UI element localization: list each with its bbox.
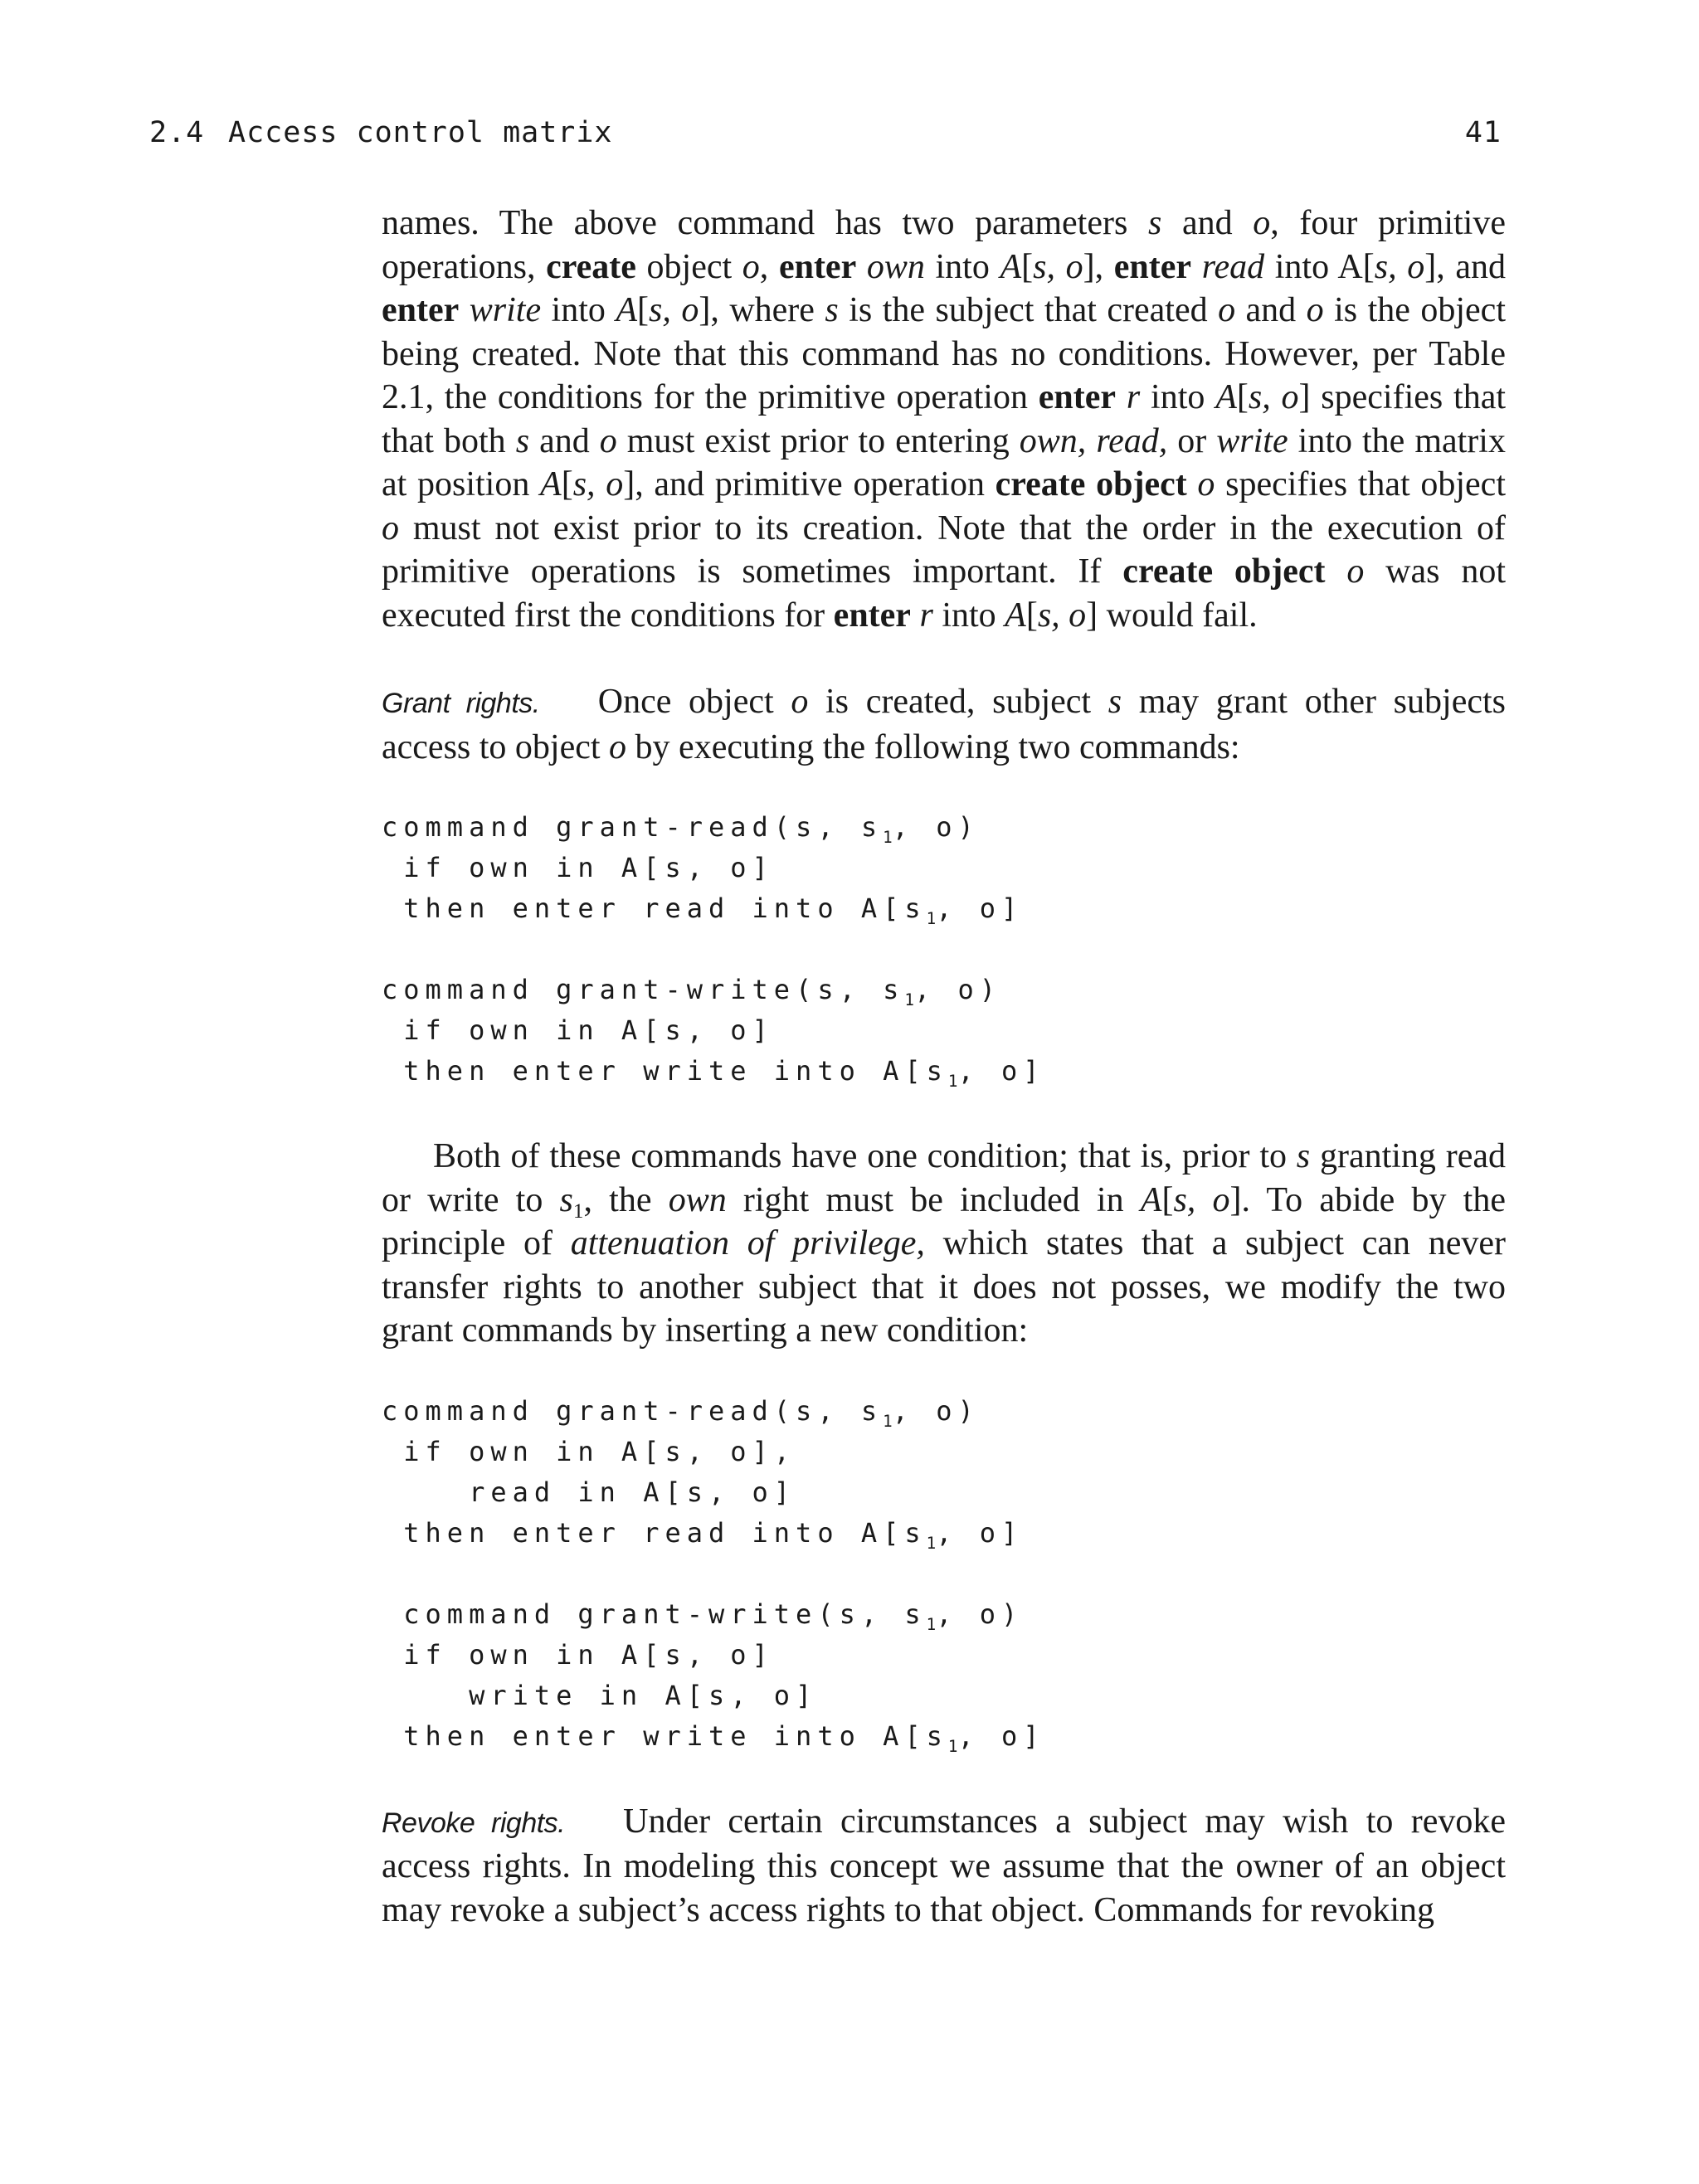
code-text: command grant-write(s, s: [382, 1598, 927, 1630]
text: [: [1025, 596, 1038, 635]
variable: A: [1215, 378, 1237, 416]
text: specifies that object: [1215, 465, 1506, 503]
text: [1116, 378, 1127, 416]
text: may grant other subjects access to object: [382, 683, 1506, 766]
variable: s: [515, 421, 530, 460]
code-text: , o): [892, 811, 980, 843]
keyword: enter: [1113, 247, 1192, 286]
section-number: 2.4: [149, 116, 205, 149]
text: and: [529, 421, 600, 460]
text: [: [1021, 247, 1034, 286]
right-name: write: [469, 291, 542, 329]
code-blank-line: [382, 929, 1506, 970]
code-line: if own in A[s, o]: [382, 1638, 774, 1671]
text: granting read or write to: [382, 1137, 1506, 1219]
variable: o: [1197, 465, 1215, 503]
text: ] specifies that that both: [382, 378, 1507, 460]
text: into: [932, 596, 1005, 635]
variable: s, o: [1033, 247, 1083, 286]
variable: s, o: [649, 291, 699, 329]
code-line: if own in A[s, o],: [382, 1435, 796, 1467]
code-block: [382, 1391, 1506, 1757]
variable: A: [1140, 1180, 1162, 1219]
right-name: own: [866, 247, 925, 286]
variable: s: [1147, 204, 1162, 242]
variable: s: [825, 291, 839, 329]
text: was not executed first the conditions for: [382, 552, 1506, 635]
text: right must be included in: [726, 1180, 1141, 1219]
text: , the: [583, 1180, 669, 1219]
variable: s, o: [1374, 247, 1425, 286]
variable: o: [609, 727, 627, 766]
right-name: write: [1216, 421, 1288, 460]
text: [1187, 465, 1198, 503]
variable: o: [791, 683, 809, 721]
code-text: , o]: [957, 1719, 1045, 1752]
text: , four primitive operations,: [382, 204, 1506, 286]
code-text: then enter write into A[s: [382, 1055, 948, 1087]
subscript: 1: [926, 1614, 937, 1634]
text: [: [637, 291, 650, 329]
code-text: , o]: [936, 893, 1024, 924]
variable: A: [1005, 596, 1026, 635]
code-text: , o): [913, 974, 1001, 1005]
section-title: Access control matrix: [228, 116, 613, 149]
text: into: [541, 291, 616, 329]
subscript: 1: [883, 828, 893, 847]
running-head: [149, 116, 1502, 166]
code-line: [382, 888, 1506, 929]
variable: o: [742, 247, 760, 286]
text: ]. To abide by the principle of: [382, 1180, 1506, 1262]
code-line: [382, 1051, 1506, 1092]
subscript: 1: [883, 1411, 893, 1431]
text: Under certain circumstances a subject may wish to revoke access rights. In modeling this concept we assume that the owner of an object may revoke a subject’s access rights to that object. Commands for revoking: [382, 1802, 1506, 1929]
code-line: [382, 1716, 1506, 1757]
variable: s: [1108, 683, 1122, 721]
run-in-heading: Revoke rights.: [382, 1807, 566, 1839]
code-text: then enter read into A[s: [382, 1516, 927, 1549]
text: and: [1161, 204, 1254, 242]
right-name: own: [668, 1180, 727, 1219]
variable: o: [599, 421, 617, 460]
code-line: read in A[s, o]: [382, 1476, 796, 1508]
text: must exist prior to entering: [616, 421, 1020, 460]
text: by executing the following two commands:: [626, 727, 1240, 766]
text: into: [1140, 378, 1216, 416]
text: [911, 596, 920, 635]
text: is the object being created. Note that this command has no conditions. However, per Table 2.1, the conditions for the primitive operation: [382, 291, 1506, 416]
text: [459, 291, 469, 329]
variable: o: [1306, 291, 1324, 329]
variable: o: [1218, 291, 1236, 329]
grant-rights-paragraph: [382, 680, 1506, 769]
right-name: own, read,: [1019, 421, 1168, 460]
subscript: 1: [926, 909, 937, 928]
code-text: , o): [936, 1598, 1024, 1630]
subscript: 1: [947, 1736, 958, 1756]
revoke-rights-paragraph: [382, 1800, 1506, 1933]
variable: r: [1126, 378, 1141, 416]
text: ], and primitive operation: [623, 465, 996, 503]
text: is created, subject: [808, 683, 1108, 721]
code-line: [382, 1594, 1506, 1635]
code-line: if own in A[s, o]: [382, 852, 774, 883]
text: ,: [759, 247, 779, 286]
variable: s, o: [1248, 378, 1299, 416]
keyword: create object: [995, 465, 1187, 503]
page-number: 41: [1464, 116, 1502, 149]
code-line: [382, 807, 1506, 848]
variable: A: [1000, 247, 1022, 286]
text: Both of these commands have one condition; that is, prior to: [433, 1137, 1297, 1175]
variable: o: [382, 508, 399, 547]
text: ] would fail.: [1086, 596, 1258, 635]
term: attenuation of privilege,: [570, 1224, 925, 1262]
variable: A: [540, 465, 562, 503]
keyword: enter: [833, 596, 911, 635]
text: must not exist prior to its creation. Note that the order in the execution of primitive operations is sometimes important. If: [382, 508, 1506, 591]
subscript: 1: [947, 1072, 958, 1091]
code-text: , o): [892, 1394, 980, 1427]
variable: o: [1253, 204, 1271, 242]
text: ], and: [1424, 247, 1506, 286]
text: [: [561, 465, 573, 503]
code-line: [382, 1391, 1506, 1432]
run-in-heading: Grant rights.: [382, 688, 540, 719]
body-text: [382, 202, 1506, 1932]
code-blank-line: [382, 1554, 1506, 1594]
keyword: enter: [382, 291, 460, 329]
code-line: [382, 1513, 1506, 1554]
variable: r: [919, 596, 933, 635]
keyword: create object: [1122, 552, 1326, 591]
text: [1326, 552, 1347, 591]
keyword: enter: [1038, 378, 1117, 416]
code-text: command grant-read(s, s: [382, 1394, 884, 1427]
right-name: read: [1201, 247, 1265, 286]
subscript: 1: [572, 1199, 584, 1223]
code-text: command grant-write(s, s: [382, 974, 905, 1005]
keyword: enter: [778, 247, 857, 286]
text: and: [1235, 291, 1307, 329]
code-line: if own in A[s, o]: [382, 1014, 774, 1046]
variable: o: [1346, 552, 1365, 591]
variable: s, o: [1037, 596, 1087, 635]
text: into: [924, 247, 1000, 286]
variable: s: [559, 1180, 573, 1219]
text: names. The above command has two parameters: [382, 204, 1148, 242]
text: is the subject that created: [838, 291, 1219, 329]
text: Once object: [597, 683, 791, 721]
code-text: command grant-read(s, s: [382, 811, 884, 843]
paragraph-1: [382, 202, 1506, 637]
code-line: [382, 970, 1506, 1010]
code-text: then enter read into A[s: [382, 893, 927, 924]
text: or: [1167, 421, 1217, 460]
variable: s: [1296, 1137, 1311, 1175]
variable: s, o: [1173, 1180, 1230, 1219]
subscript: 1: [926, 1533, 937, 1553]
variable: s, o: [572, 465, 624, 503]
text: into A[: [1264, 247, 1375, 286]
text: [1191, 248, 1202, 286]
code-line: write in A[s, o]: [382, 1679, 818, 1711]
variable: A: [616, 291, 638, 329]
text: ], where: [699, 291, 825, 329]
code-text: then enter write into A[s: [382, 1719, 948, 1752]
paragraph-2: [382, 1135, 1506, 1353]
text: [856, 248, 867, 286]
subscript: 1: [904, 990, 914, 1009]
keyword: create: [546, 247, 636, 286]
text: [: [1161, 1180, 1174, 1219]
code-text: , o]: [957, 1055, 1045, 1087]
text: ],: [1083, 247, 1114, 286]
text: which states that a subject can never transfer rights to another subject that it does not posses, we modify the two grant commands by inserting a new condition:: [382, 1224, 1507, 1350]
text: object: [635, 247, 742, 286]
code-text: , o]: [936, 1516, 1024, 1549]
text: [: [1236, 378, 1249, 416]
text: into the matrix at position: [382, 421, 1506, 503]
code-block: [382, 807, 1506, 1092]
